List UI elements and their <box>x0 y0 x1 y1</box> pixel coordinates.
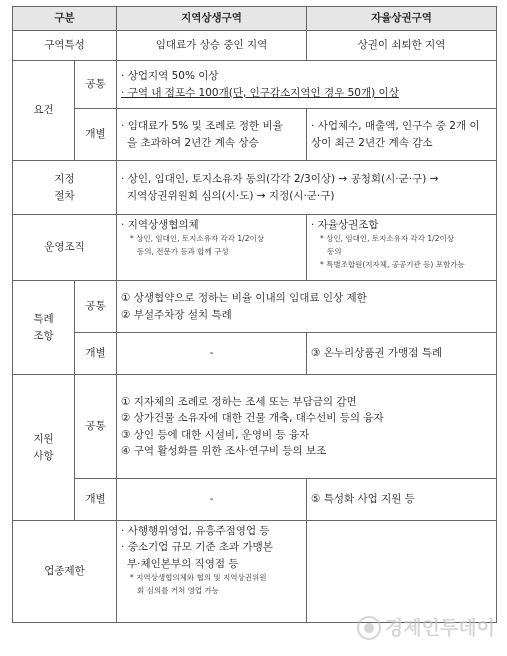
support-label-line: 사항 <box>33 449 54 462</box>
designation-cell <box>117 161 497 215</box>
requirements-label: 요건 <box>13 61 75 161</box>
watermark-text: 경제인투데이 <box>384 616 495 639</box>
special-common-line: ① 상생협약으로 정하는 비율 이내의 임대료 인상 제한 <box>121 292 367 305</box>
special-individual-col1: - <box>117 333 307 375</box>
designation-line: 지역상권위원회 심의(시·도) → 지정(시·군·구) <box>127 189 335 202</box>
support-individual-col1: - <box>117 479 307 521</box>
support-common-line: ④ 구역 활성화를 위한 조사·연구비 등의 보조 <box>121 444 327 457</box>
support-common-cell <box>117 375 497 479</box>
requirements-col1-cell <box>117 109 307 161</box>
business-restriction-note: 회 심의를 거쳐 영업 가능 <box>137 585 220 595</box>
special-common-row <box>13 281 497 333</box>
support-common-line: ③ 상인 등에 대한 시설비, 운영비 등 융자 <box>121 428 310 441</box>
special-common-label: 공통 <box>75 281 117 333</box>
business-restriction-line: · 사행행위영업, 유흥주점영업 등 <box>121 525 270 537</box>
operation-col2-title: · 자율상권조합 <box>311 219 379 231</box>
designation-label-line: 절차 <box>54 189 75 202</box>
district-character-label: 구역특성 <box>13 31 117 61</box>
header-category: 구분 <box>13 7 117 31</box>
operation-label: 운영조직 <box>13 215 117 281</box>
requirements-individual-label: 개별 <box>75 109 117 161</box>
requirements-col1-line: · 임대료가 5% 및 조례로 정한 비율 <box>121 120 283 133</box>
support-common-line: ② 상가건물 소유자에 대한 건물 개축, 대수선비 등의 융자 <box>121 412 384 425</box>
business-restriction-label: 업종제한 <box>13 521 117 623</box>
business-restriction-line: · 중소기업 규모 기준 초과 가맹본 <box>121 541 273 554</box>
support-common-line: ① 지자체의 조례로 정하는 조세 또는 부담금의 감면 <box>121 395 357 408</box>
requirements-common-label: 공통 <box>75 61 117 109</box>
requirements-common-line: · 구역 내 점포수 100개(단, 인구감소지역인 경우 50개) 이상 <box>121 86 399 99</box>
district-character-col1: 임대료가 상승 중인 지역 <box>117 31 307 61</box>
operation-col1-note: 동의, 전문가 등과 합께 구성 <box>137 247 229 257</box>
support-common-label: 공통 <box>75 375 117 479</box>
operation-row <box>13 215 497 281</box>
designation-row <box>13 161 497 215</box>
special-individual-row <box>13 333 497 375</box>
operation-col2-note: 동의 <box>327 247 342 257</box>
operation-col1-note: * 상인, 임대인, 토지소유자 각각 1/2이상 <box>130 234 264 244</box>
support-label <box>13 375 75 521</box>
watermark <box>357 613 495 641</box>
designation-label <box>13 161 117 215</box>
special-common-cell <box>117 281 497 333</box>
header-autonomous-commerce: 자율상권구역 <box>307 7 497 31</box>
support-individual-label: 개별 <box>75 479 117 521</box>
support-label-line: 지원 <box>33 433 54 446</box>
header-row <box>13 7 497 31</box>
header-local-coexistence: 지역상생구역 <box>117 7 307 31</box>
special-individual-label: 개별 <box>75 333 117 375</box>
special-label-line: 특례 <box>33 313 54 326</box>
special-label <box>13 281 75 375</box>
operation-col2-note: * 특별조합원(지자체, 공공기관 등) 포함가능 <box>320 259 465 269</box>
requirements-common-row <box>13 61 497 109</box>
operation-col2-note: * 상인, 임대인, 토지소유자 각각 1/2이상 <box>320 234 454 244</box>
requirements-col1-line: 을 초과하여 2년간 계속 상승 <box>127 136 259 149</box>
business-restriction-line: 부·체인본부의 직영점 등 <box>127 557 239 570</box>
requirements-individual-row <box>13 109 497 161</box>
watermark-logo-icon <box>357 616 381 640</box>
business-restriction-col1-cell <box>117 521 307 623</box>
district-character-row <box>13 31 497 61</box>
special-individual-col2: ③ 온누리상품권 가맹점 특례 <box>307 333 497 375</box>
requirements-col2-cell <box>307 109 497 161</box>
support-individual-col2: ⑤ 특성화 사업 지원 등 <box>307 479 497 521</box>
requirements-common-line: · 상업지역 50% 이상 <box>121 70 219 83</box>
special-common-line: ② 부설주차장 설치 특례 <box>121 308 232 321</box>
comparison-table <box>12 6 497 623</box>
business-restriction-note: * 지역상생협의체와 협의 및 지역상권위원 <box>130 572 267 582</box>
operation-col1-title: · 지역상생협의체 <box>121 219 199 231</box>
requirements-col2-line: 상이 최근 2년간 계속 감소 <box>311 136 433 149</box>
operation-col1-cell <box>117 215 307 281</box>
business-restriction-col2-cell <box>307 521 497 623</box>
special-label-line: 조항 <box>33 329 54 342</box>
requirements-col2-line: · 사업체수, 매출액, 인구수 중 2개 이 <box>311 120 480 133</box>
operation-col2-cell <box>307 215 497 281</box>
business-restriction-row <box>13 521 497 623</box>
support-individual-row <box>13 479 497 521</box>
designation-label-line: 지정 <box>54 173 75 186</box>
requirements-common-cell <box>117 61 497 109</box>
district-character-col2: 상권이 쇠퇴한 지역 <box>307 31 497 61</box>
support-common-row <box>13 375 497 479</box>
designation-line: · 상인, 임대인, 토지소유자 동의(각각 2/3이상) → 공청회(시·군·구) → <box>121 173 439 186</box>
